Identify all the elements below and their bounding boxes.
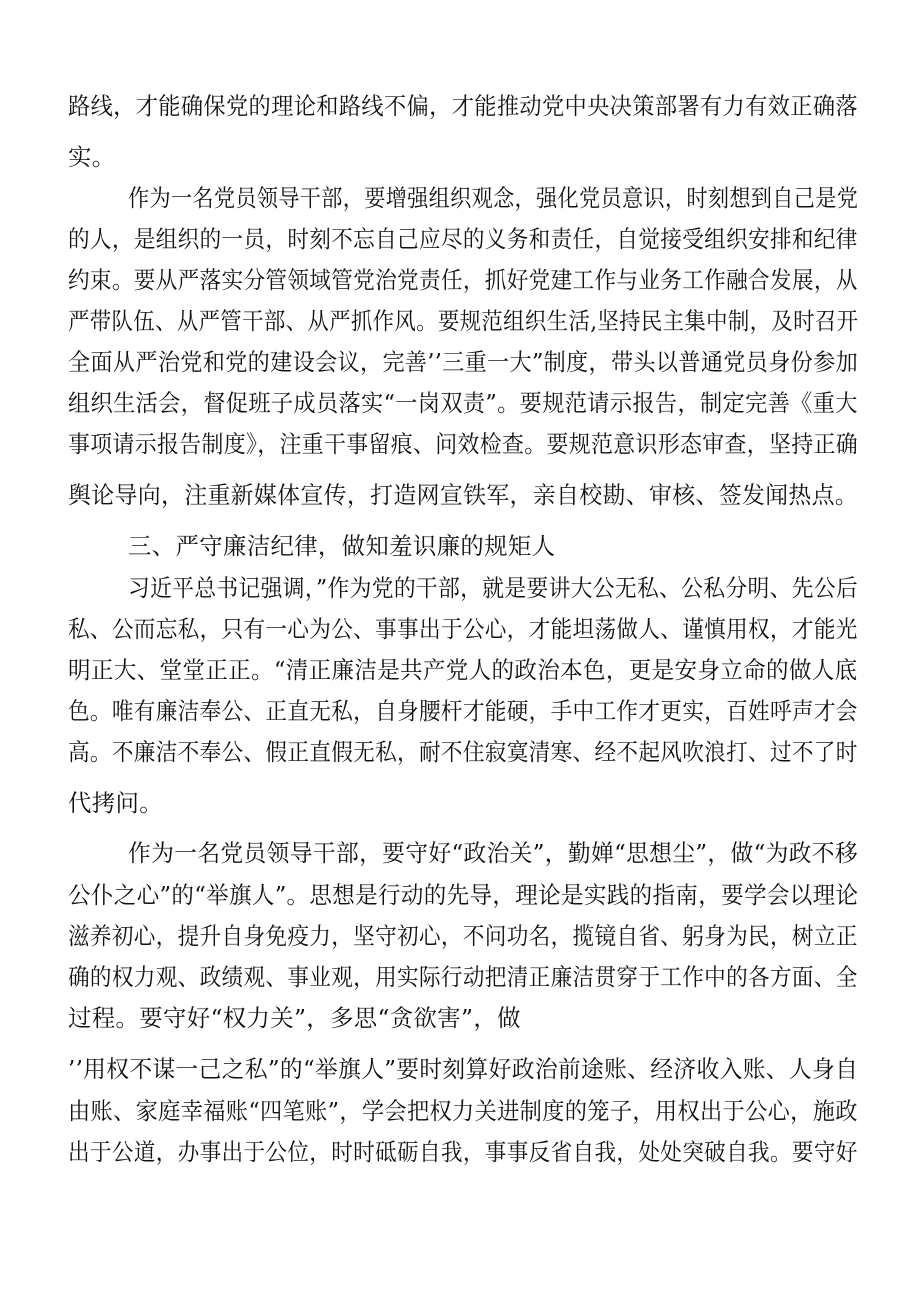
text-line: 确的权力观、政绩观、事业观，用实际行动把清正廉洁贯穿于工作中的各方面、全 [68, 963, 858, 991]
text-line: 作为一名党员领导干部，要增强组织观念，强化党员意识，时刻想到自己是党 [128, 184, 859, 212]
text-line: 实。 [68, 143, 116, 171]
text-line: 全面从严治党和党的建设会议，完善’’三重一大”制度，带头以普通党员身份参加 [68, 348, 859, 376]
text-line: 由账、家庭幸福账“四笔账”，学会把权力关进制度的笼子，用权出于公心，施政 [68, 1097, 858, 1125]
text-line: 高。不廉洁不奉公、假正直假无私，耐不住寂寞清寒、经不起风吹浪打、过不了时 [68, 738, 858, 766]
text-line: 严带队伍、从严管干部、从严抓作风。要规范组织生活,坚持民主集中制，及时召开 [68, 307, 859, 335]
text-line: 公仆之心”的“举旗人”。思想是行动的先导，理论是实践的指南，要学会以理论 [68, 881, 859, 909]
text-line: 路线，才能确保党的理论和路线不偏，才能推动党中央决策部署有力有效正确落 [68, 92, 858, 120]
text-line: 约束。要从严落实分管领域管党治党责任，抓好党建工作与业务工作融合发展，从 [68, 266, 858, 294]
text-line: 事项请示报告制度》，注重干事留痕、问效检查。要规范意识形态审查，坚持正确 [68, 430, 858, 458]
text-line: 出于公道，办事出于公位，时时砥砺自我，事事反省自我，处处突破自我。要守好 [68, 1138, 858, 1166]
section-heading: 三、严守廉洁纪律，做知羞识廉的规矩人 [128, 532, 556, 560]
text-line: 作为一名党员领导干部，要守好“政治关”，勤婵“思想尘”，做“为政不移 [128, 839, 858, 867]
text-line: 私、公而忘私，只有一心为公、事事出于公心，才能坦荡做人、谨慎用权，才能光 [68, 615, 858, 643]
text-line: 习近平总书记强调，”作为党的干部，就是要讲大公无私、公私分明、先公后 [128, 574, 859, 602]
text-line: 舆论导向，注重新媒体宣传，打造网宣铁军，亲自校勘、审核、签发闻热点。 [68, 481, 859, 509]
text-line: ’’用权不谋一己之私”的“举旗人”要时刻算好政治前途账、经济收入账、人身自 [68, 1055, 859, 1083]
text-line: 代拷问。 [68, 789, 163, 817]
text-line: 明正大、堂堂正正。“清正廉洁是共产党人的政治本色，更是安身立命的做人底 [68, 656, 858, 684]
text-line: 的人，是组织的一员，时刻不忘自己应尽的义务和责任，自觉接受组织安排和纪律 [68, 225, 858, 253]
text-line: 滋养初心，提升自身免疫力，坚守初心，不问功名，揽镜自省、躬身为民，树立正 [68, 922, 858, 950]
text-line: 过程。要守好“权力关”，多思“贪欲害”，做 [68, 1004, 521, 1032]
text-line: 组织生活会，督促班子成员落实“一岗双责”。要规范请示报告，制定完善《重大 [68, 389, 858, 417]
text-line: 色。唯有廉洁奉公、正直无私，自身腰杆才能硬，手中工作才更实，百姓呼声才会 [68, 697, 858, 725]
